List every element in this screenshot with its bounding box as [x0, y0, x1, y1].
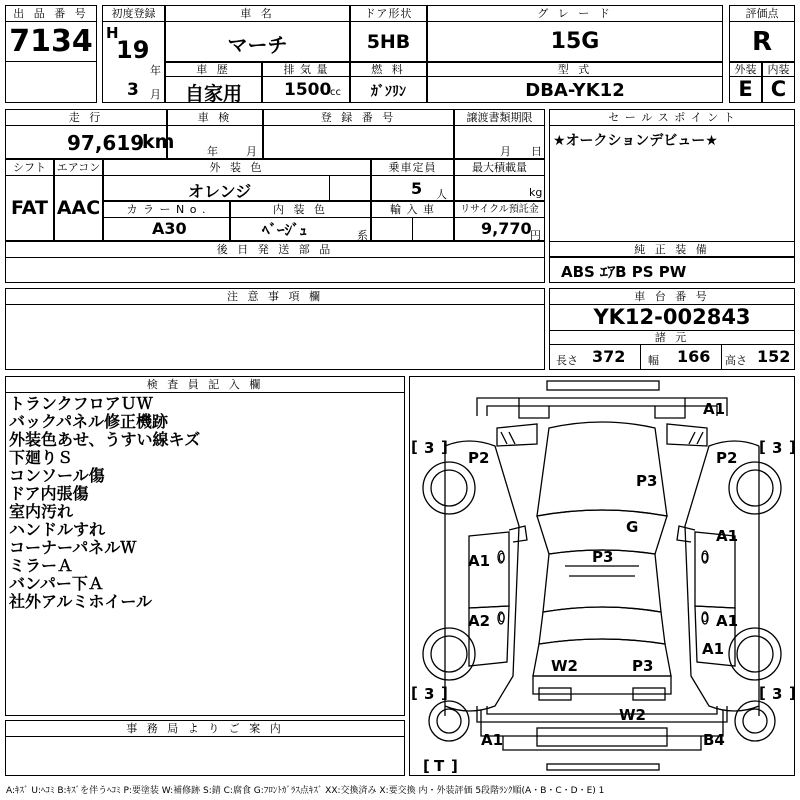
tire-label-front-right: [	[759, 438, 766, 456]
aircon-label: エアコン	[54, 159, 103, 176]
import-box	[371, 217, 413, 241]
damage-mark-hatch: P3	[632, 657, 654, 675]
damage-mark-roof: P3	[592, 548, 614, 566]
inspector-note: 下廻りＳ	[9, 448, 74, 467]
damage-mark-right-door: A1	[716, 527, 739, 545]
inspector-note: 社外アルミホイール	[9, 592, 153, 611]
tire-label-rear-left-close: ]	[441, 684, 448, 702]
right-side-outline	[685, 441, 759, 716]
tire-tread-front-right: 3	[772, 439, 783, 457]
left-side-outline	[445, 441, 519, 716]
first-registration-label: 初度登録	[102, 5, 165, 22]
displacement-unit: cc	[330, 87, 341, 98]
specifications-label: 諸 元	[549, 330, 795, 345]
exterior-score-label: 外装	[729, 62, 762, 77]
left-door-line	[469, 532, 509, 608]
car-name: マーチ	[227, 33, 288, 57]
shift-label: シフト	[5, 159, 54, 176]
exterior-color-label: 外 装 色	[103, 159, 371, 176]
spare-tire-label: T	[434, 757, 445, 775]
registration-month: 3	[127, 80, 139, 100]
capacity-label: 乗車定員	[371, 159, 454, 176]
tire-rear-right-inner	[737, 636, 773, 672]
tire-label-rear-right-close: ]	[789, 684, 796, 702]
genuine-equipment-label: 純 正 装 備	[549, 241, 795, 258]
spare-wheel-right-inner	[743, 709, 767, 733]
damage-mark-left-door: A1	[468, 552, 491, 570]
hood-outline	[537, 422, 667, 516]
inspector-note: トランクフロアＵＷ	[9, 394, 153, 413]
interior-color-unit: 系	[357, 229, 368, 242]
side-marker-left-upper: 0	[498, 551, 506, 565]
inspector-note: コンソール傷	[9, 466, 105, 485]
width-value: 166	[677, 347, 711, 366]
caution-label: 注 意 事 項 欄	[5, 288, 545, 305]
capacity: 5	[411, 179, 423, 198]
office-notice-box	[5, 736, 405, 776]
spare-label-close: ]	[451, 757, 458, 775]
side-marker-left-lower: 0	[498, 611, 506, 625]
transfer-month-unit: 月	[500, 145, 511, 158]
displacement-label: 排 気 量	[262, 62, 350, 77]
max-load-unit: kg	[529, 186, 543, 199]
car-diagram	[409, 376, 795, 776]
inspection-month-unit: 月	[246, 145, 257, 158]
color-number: A30	[152, 219, 187, 238]
tire-label-front-right-close: ]	[789, 438, 796, 456]
mileage: 97,619	[67, 131, 145, 155]
year-unit: 年	[150, 64, 161, 77]
lot-number: 7134	[9, 24, 93, 59]
tire-rear-left-inner	[431, 636, 467, 672]
rear-view-bumper	[537, 728, 667, 746]
registration-number-label: 登 録 番 号	[263, 109, 454, 126]
inspector-note: バンパー下Ａ	[9, 574, 104, 593]
inspector-note: ドア内張傷	[9, 484, 89, 503]
displacement: 1500	[284, 80, 332, 100]
rear-bumper-outline	[533, 676, 671, 694]
rear-view-panel	[503, 736, 701, 750]
inspector-note: コーナーパネルＷ	[9, 538, 137, 557]
fog-details-right	[689, 432, 703, 444]
width-label: 幅	[648, 354, 659, 367]
length-label: 長さ	[556, 354, 578, 367]
lot-number-label: 出 品 番 号	[5, 5, 97, 22]
sales-point: ★オークションデビュー★	[553, 133, 718, 149]
later-parts-label: 後 日 発 送 部 品	[5, 241, 545, 258]
shift: FAT	[11, 197, 48, 219]
spare-label-open: [	[423, 757, 430, 775]
tire-front-left-inner	[431, 470, 467, 506]
inspector-note: 室内汚れ	[9, 502, 74, 521]
rear-view-strip	[547, 764, 659, 770]
damage-mark-windshield: G	[626, 518, 639, 536]
door-type: 5HB	[366, 31, 411, 53]
exterior-color: オレンジ	[188, 182, 252, 201]
score-label: 評価点	[729, 5, 795, 22]
interior-score-label: 内装	[762, 62, 795, 77]
damage-mark-rear-bumper-left: A1	[481, 731, 504, 749]
grade: 15G	[550, 29, 600, 54]
inspector-note: バックパネル修正機跡	[9, 412, 169, 431]
interior-color: ﾍﾞｰｼﾞｭ	[262, 221, 308, 239]
import-label: 輸 入 車	[371, 201, 454, 218]
inspector-note: 外装色あせ、うすい線キズ	[9, 430, 201, 449]
car-name-label: 車 名	[165, 5, 350, 22]
era-letter: H	[106, 24, 119, 42]
registration-number-box	[263, 125, 454, 159]
registration-year: 19	[116, 36, 150, 64]
damage-mark-hood: P3	[636, 472, 658, 490]
capacity-unit: 人	[436, 188, 447, 201]
model-code: DBA-YK12	[525, 80, 625, 101]
front-roof-strip	[547, 381, 659, 390]
fuel-type: ｶﾞｿﾘﾝ	[371, 84, 406, 100]
tire-label-front-left: [	[411, 438, 418, 456]
recycle-deposit-label: リサイクル預託金	[454, 201, 545, 218]
transfer-deadline-label: 譲渡書類期限	[454, 109, 545, 126]
chassis-number: YK12-002843	[593, 305, 751, 329]
side-marker-right-lower: 0	[701, 611, 709, 625]
tire-front-right-inner	[737, 470, 773, 506]
damage-mark-rear-bumper-right: B4	[703, 731, 725, 749]
max-load-label: 最大積載量	[454, 159, 545, 176]
later-parts-box	[5, 257, 545, 283]
sales-point-label: セ ー ル ス ポ イ ン ト	[549, 109, 795, 126]
month-unit: 月	[150, 88, 161, 101]
model-code-label: 型 式	[427, 62, 723, 77]
caution-box	[5, 304, 545, 370]
recycle-deposit-unit: 円	[530, 229, 541, 242]
tire-label-rear-right: [	[759, 684, 766, 702]
length-value: 372	[592, 347, 626, 366]
chassis-number-label: 車 台 番 号	[549, 288, 795, 305]
inspector-note: ミラーＡ	[9, 556, 74, 575]
inspector-notes-label: 検 査 員 記 入 欄	[5, 376, 405, 393]
tire-label-front-left-close: ]	[441, 438, 448, 456]
height-label: 高さ	[725, 354, 747, 367]
front-bumper-detail	[519, 398, 685, 418]
height-value: 152	[757, 347, 791, 366]
genuine-equipment: ABS ｴｱB PS PW	[561, 263, 687, 281]
interior-color-label: 内 装 色	[230, 201, 371, 218]
fog-details-left	[501, 432, 515, 444]
tire-tread-rear-left: 3	[424, 685, 435, 703]
office-notice-label: 事 務 局 よ り ご 案 内	[5, 720, 405, 737]
damage-legend: A:ｷｽﾞ U:ﾍｺﾐ B:ｷｽﾞを伴うﾍｺﾐ P:要塗装 W:補修跡 S:錆 C:腐食 G:ﾌﾛﾝﾄｶﾞﾗｽ点ｷｽﾞ XX:交換済み X:要交換 内・外装評価 5段階ﾗﾝｸ順(A・B・C・D・E) 1	[6, 786, 605, 796]
rear-trim	[477, 706, 727, 722]
color-number-label: カ ラ ー N o .	[103, 201, 230, 218]
damage-mark-right-quarter: A1	[702, 640, 725, 658]
vehicle-history-label: 車 歴	[165, 62, 262, 77]
transfer-day-unit: 日	[531, 145, 542, 158]
exterior-score: E	[738, 77, 753, 101]
tire-label-rear-left: [	[411, 684, 418, 702]
inspection-year-unit: 年	[207, 145, 218, 158]
damage-mark-front: A1	[703, 400, 726, 418]
mileage-unit: km	[142, 131, 175, 153]
damage-mark-right-rear-door: A1	[716, 612, 739, 630]
damage-mark-back-panel: W2	[619, 706, 646, 724]
interior-hint	[565, 566, 639, 576]
tire-tread-front-left: 3	[424, 439, 435, 457]
import-box-2	[412, 217, 454, 241]
spare-wheel-left-inner	[437, 709, 461, 733]
lot-number-blank	[5, 61, 97, 103]
damage-mark-fender-right: P2	[716, 449, 738, 467]
grade-label: グ レ ー ド	[427, 5, 723, 22]
vehicle-history: 自家用	[184, 83, 242, 105]
door-type-label: ドア形状	[350, 5, 427, 22]
fuel-label: 燃 料	[350, 62, 427, 77]
recycle-deposit: 9,770	[481, 219, 532, 238]
damage-mark-fender-left: P2	[468, 449, 490, 467]
exterior-color-box-2	[329, 175, 371, 201]
tire-tread-rear-right: 3	[772, 685, 783, 703]
score: R	[751, 27, 773, 57]
damage-mark-left-rear-door: A2	[468, 612, 491, 630]
aircon: AAC	[56, 197, 101, 219]
side-marker-right-upper: 0	[701, 551, 709, 565]
front-bumper-outline	[477, 398, 727, 416]
inspector-note: ハンドルすれ	[9, 520, 106, 539]
mileage-label: 走 行	[5, 109, 167, 126]
inspection-label: 車 検	[167, 109, 263, 126]
damage-mark-rear-left: W2	[551, 657, 578, 675]
inspector-notes-list	[9, 395, 200, 611]
interior-score: C	[770, 77, 787, 101]
